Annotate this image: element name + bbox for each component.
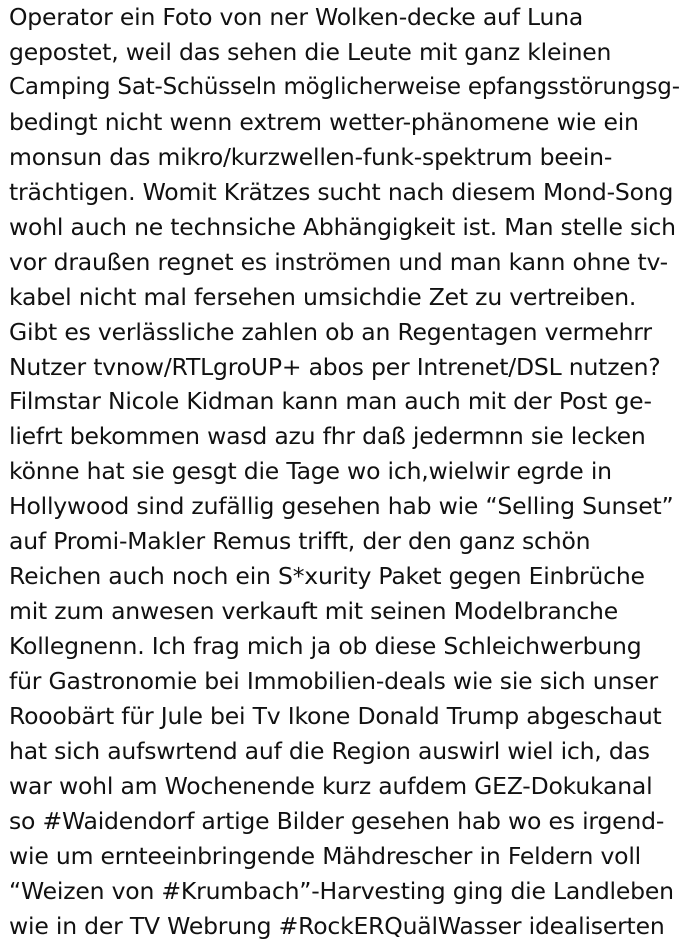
text-line: Filmstar Nicole Kidman kann man auch mit der Post ge- — [9, 387, 652, 416]
text-line: “Weizen von #Krumbach”-Harvesting ging die Landleben — [9, 876, 674, 905]
text-line: Kollegnenn. Ich frag mich ja ob diese Schleichwerbung — [9, 632, 642, 661]
text-line: mit zum anwesen verkauft mit seinen Modelbranche — [9, 597, 618, 626]
text-line: vor draußen regnet es inströmen und man kann ohne tv- — [9, 247, 668, 276]
text-line: hat sich aufswrtend auf die Region auswirl wiel ich, das — [9, 737, 650, 766]
text-line: Operator ein Foto von ner Wolken-decke auf Luna — [9, 3, 584, 31]
body-text — [9, 0, 681, 940]
text-line: könne hat sie gesgt die Tage wo ich,wielwir egrde in — [9, 457, 612, 486]
text-line: Camping Sat-Schüsseln möglicherweise epfangsstörungsg- — [9, 73, 680, 100]
text-line: Rooobärt für Jule bei Tv Ikone Donald Trump abgeschaut — [9, 702, 662, 731]
text-line: Hollywood sind zufällig gesehen hab wie “Selling Sunset” — [9, 492, 674, 521]
text-line: Gibt es verlässliche zahlen ob an Regentagen vermehrr — [9, 317, 652, 346]
text-line: für Gastronomie bei Immobilien-deals wie sie sich unser — [9, 667, 658, 696]
text-line: wie in der TV Webrung #RockERQuälWasser idealiserten — [9, 911, 665, 940]
text-line: trächtigen. Womit Krätzes sucht nach diesem Mond-Song — [9, 177, 674, 206]
text-line: auf Promi-Makler Remus trifft, der den ganz schön — [9, 527, 591, 556]
text-line: kabel nicht mal fersehen umsichdie Zet zu vertreiben. — [9, 282, 637, 311]
text-line: gepostet, weil das sehen die Leute mit ganz kleinen — [9, 37, 612, 66]
text-line: Nutzer tvnow/RTLgroUP+ abos per Intrenet/DSL nutzen? — [9, 352, 661, 381]
text-line: bedingt nicht wenn extrem wetter-phänomene wie ein — [9, 107, 639, 136]
text-line: liefrt bekommen wasd azu fhr daß jedermnn sie lecken — [9, 422, 646, 451]
text-line: monsun das mikro/kurzwellen-funk-spektrum beein- — [9, 142, 613, 171]
text-line: war wohl am Wochenende kurz aufdem GEZ-Dokukanal — [9, 771, 653, 800]
text-line: wohl auch ne technsiche Abhängigkeit ist. Man stelle sich — [9, 212, 676, 241]
text-line: wie um ernteeinbringende Mähdrescher in Feldern voll — [9, 841, 641, 870]
text-line: so #Waidendorf artige Bilder gesehen hab wo es irgend- — [9, 806, 665, 835]
text-line: Reichen auch noch ein S*xurity Paket gegen Einbrüche — [9, 562, 645, 591]
